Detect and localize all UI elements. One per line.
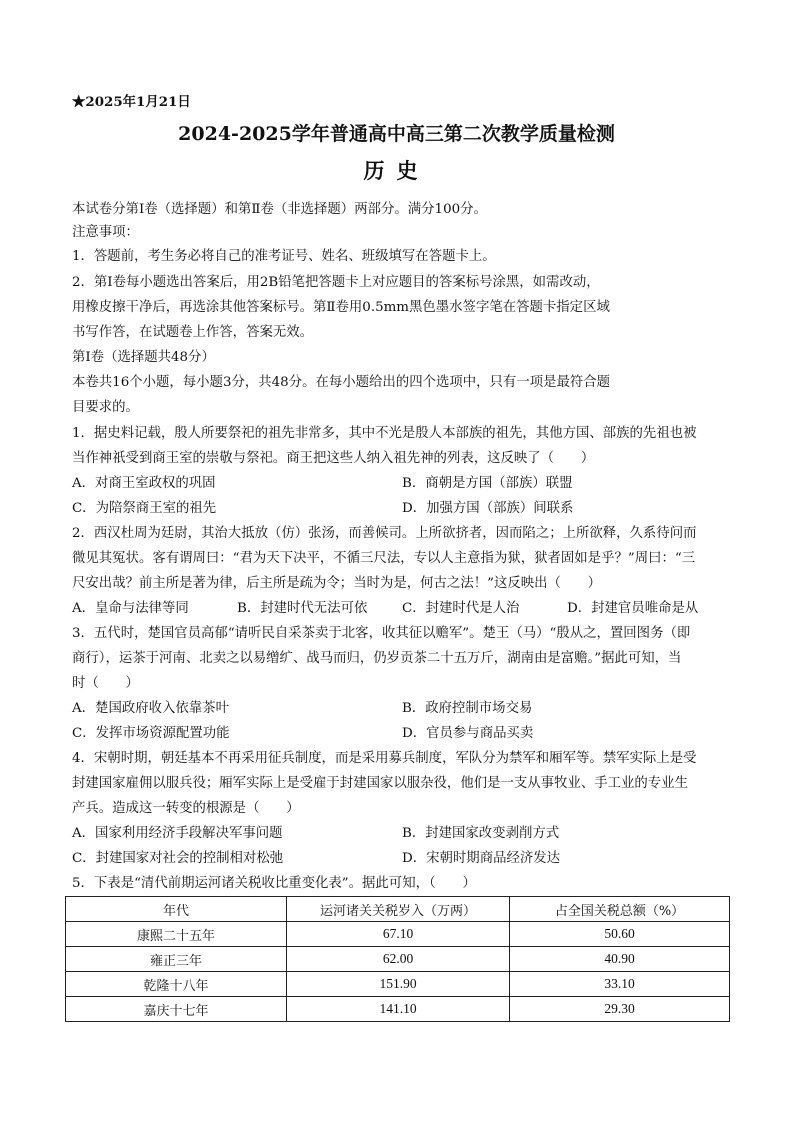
question-3-option-c[interactable]: C．发挥市场资源配置功能 xyxy=(72,726,230,741)
question-3-option-d[interactable]: D．官员参与商品买卖 xyxy=(402,726,534,741)
question-2-option-a[interactable]: A．皇命与法律等同 xyxy=(72,601,189,616)
question-2-option-c[interactable]: C．封建时代是人治 xyxy=(402,601,520,616)
table-cell-share: 40.90 xyxy=(510,947,730,972)
table-cell-era: 嘉庆十七年 xyxy=(66,997,287,1022)
question-1-options-row-1 xyxy=(72,474,732,494)
paper-structure: 本试卷分第Ⅰ卷（选择题）和第Ⅱ卷（非选择题）两部分。满分100分。 xyxy=(72,202,487,217)
table-cell-share: 29.30 xyxy=(510,997,730,1022)
question-3-option-b[interactable]: B．政府控制市场交易 xyxy=(402,701,533,716)
question-2-line-3: 尺安出哉？前主所是著为律，后主所是疏为令；当时为是，何古之法！”这反映出（ ） xyxy=(72,576,602,591)
question-4-option-d[interactable]: D．宋朝时期商品经济发达 xyxy=(402,851,561,866)
table-cell-share: 50.60 xyxy=(510,922,730,947)
question-4-option-b[interactable]: B．封建国家改变剥削方式 xyxy=(402,826,560,841)
question-3-options-row-1 xyxy=(72,699,732,719)
subject-title: 历史 xyxy=(363,158,430,183)
question-2-line-1: 2．西汉杜周为廷尉，其治大抵放（仿）张汤，而善候司。上所欲挤者，因而陷之；上所欲释，久系待问而 xyxy=(72,526,697,541)
table-cell-era: 雍正三年 xyxy=(66,947,287,972)
question-4-line-3: 产兵。造成这一转变的根源是（ ） xyxy=(72,801,300,816)
question-1-option-c[interactable]: C．为陪祭商王室的祖先 xyxy=(72,501,217,516)
table-row xyxy=(66,922,730,947)
table-header-era: 年代 xyxy=(66,897,287,922)
question-1-line-1: 1．据史料记载，殷人所要祭祀的祖先非常多，其中不光是殷人本部族的祖先，其他方国、部族的先祖也被 xyxy=(72,426,697,441)
table-cell-era: 康熙二十五年 xyxy=(66,922,287,947)
question-3-line-2: 商行），运茶于河南、北卖之以易缯纩、战马而归，仍岁贡茶二十五万斤，湖南由是富赡。”据此可知，当 xyxy=(72,651,682,666)
table-cell-revenue: 62.00 xyxy=(287,947,510,972)
question-4-options-row-1 xyxy=(72,824,732,844)
tax-table xyxy=(65,896,730,1022)
notice-2-line-1: 2．第Ⅰ卷每小题选出答案后，用2B铅笔把答题卡上对应题目的答案标号涂黑，如需改动， xyxy=(72,275,600,290)
exam-date: ★2025年1月21日 xyxy=(72,94,191,110)
question-1-option-d[interactable]: D．加强方国（部族）间联系 xyxy=(402,501,574,516)
question-1-option-b[interactable]: B．商朝是方国（部族）联盟 xyxy=(402,476,573,491)
table-cell-revenue: 67.10 xyxy=(287,922,510,947)
table-cell-revenue: 141.10 xyxy=(287,997,510,1022)
notice-2-line-3: 书写作答，在试题卷上作答，答案无效。 xyxy=(72,325,314,340)
table-header-revenue: 运河诸关关税岁入（万两） xyxy=(287,897,510,922)
question-3-line-1: 3．五代时，楚国官员高郁“请听民自采茶卖于北客，收其征以赡军”。楚王（马）“殷从之，置回图务（即 xyxy=(72,626,691,641)
table-header-share: 占全国关税总额（%） xyxy=(510,897,730,922)
table-cell-share: 33.10 xyxy=(510,972,730,997)
table-cell-era: 乾隆十八年 xyxy=(66,972,287,997)
exam-title: 2024-2025学年普通高中高三第二次教学质量检测 xyxy=(178,123,615,145)
section-desc-line-2: 目要求的。 xyxy=(72,400,139,415)
question-3-options-row-2 xyxy=(72,724,732,744)
table-row xyxy=(66,972,730,997)
table-cell-revenue: 151.90 xyxy=(287,972,510,997)
section-desc-line-1: 本卷共16个小题，每小题3分，共48分。在每小题给出的四个选项中，只有一项是最符合题 xyxy=(72,375,611,390)
question-2-options-row xyxy=(72,599,732,619)
question-4-option-a[interactable]: A．国家利用经济手段解决军事问题 xyxy=(72,826,283,841)
question-4-option-c[interactable]: C．封建国家对社会的控制相对松弛 xyxy=(72,851,284,866)
table-row xyxy=(66,997,730,1022)
table-row xyxy=(66,947,730,972)
question-4-line-2: 封建国家雇佣以服兵役；厢军实际上是受雇于封建国家以服杂役，他们是一支从事牧业、手工业的专业生 xyxy=(72,776,688,791)
question-4-options-row-2 xyxy=(72,849,732,869)
table-header-row xyxy=(66,897,730,922)
notice-1: 1．答题前，考生务必将自己的准考证号、姓名、班级填写在答题卡上。 xyxy=(72,249,496,264)
question-3-line-3: 时（ ） xyxy=(72,676,139,691)
question-2-option-d[interactable]: D．封建官员唯命是从 xyxy=(567,601,699,616)
question-5-line-1: 5．下表是“清代前期运河诸关税收比重变化表”。据此可知，（ ） xyxy=(72,876,476,891)
notice-heading: 注意事项： xyxy=(72,225,139,240)
question-1-option-a[interactable]: A．对商王室政权的巩固 xyxy=(72,476,216,491)
question-3-option-a[interactable]: A．楚国政府收入依靠茶叶 xyxy=(72,701,229,716)
question-2-line-2: 微见其冤状。客有谓周曰：“君为天下决平，不循三尺法，专以人主意指为狱，狱者固如是乎？”周曰：“三 xyxy=(72,551,696,566)
notice-2-line-2: 用橡皮擦干净后，再选涂其他答案标号。第Ⅱ卷用0.5mm黑色墨水签字笔在答题卡指定区域 xyxy=(72,300,610,315)
question-1-line-2: 当作神祇受到商王室的崇敬与祭祀。商王把这些人纳入祖先神的列表，这反映了（ ） xyxy=(72,451,595,466)
question-4-line-1: 4．宋朝时期，朝廷基本不再采用征兵制度，而是采用募兵制度，军队分为禁军和厢军等。禁军实际上是受 xyxy=(72,751,697,766)
question-2-option-b[interactable]: B．封建时代无法可依 xyxy=(237,601,368,616)
section-heading: 第Ⅰ卷（选择题共48分） xyxy=(72,350,215,365)
question-1-options-row-2 xyxy=(72,499,732,519)
